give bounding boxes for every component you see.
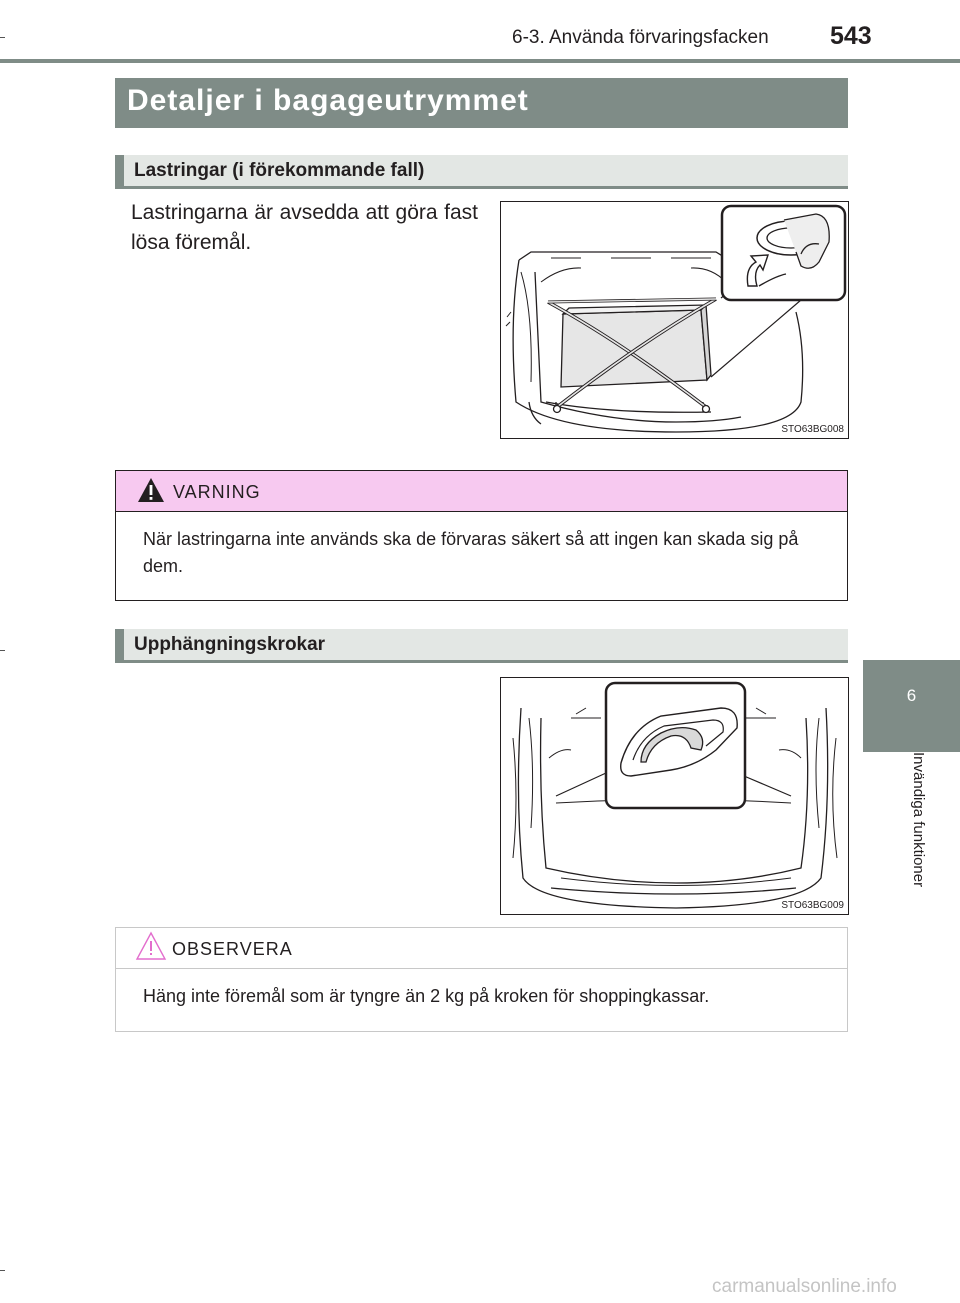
notice-box	[115, 927, 848, 1032]
notice-title: OBSERVERA	[172, 939, 293, 959]
page-number: 543	[830, 22, 872, 50]
crop-mark	[0, 1270, 5, 1271]
warning-header	[116, 471, 847, 512]
chapter-label: Invändiga funktioner	[910, 752, 927, 888]
chapter-number: 6	[906, 686, 917, 705]
page-title: Detaljer i bagageutrymmet	[115, 78, 848, 128]
section-heading-upphangningskrokar: Upphängningskrokar	[115, 629, 848, 663]
warning-box	[115, 470, 848, 601]
figure-lastringar	[500, 201, 849, 439]
figure-code: STO63BG009	[781, 900, 844, 911]
chapter-tab	[863, 660, 960, 752]
crop-mark	[0, 650, 5, 651]
trunk-hook-illustration	[501, 678, 848, 914]
running-header: 6-3. Använda förvaringsfacken	[512, 27, 769, 48]
warning-triangle-icon	[137, 477, 165, 503]
trunk-lashing-illustration	[501, 202, 848, 438]
figure-upphangningskrokar	[500, 677, 849, 915]
warning-title: VARNING	[173, 482, 261, 502]
notice-header	[116, 928, 847, 969]
warning-text: När lastringarna inte används ska de förvaras säkert så att ingen kan skada sig på dem.	[143, 529, 799, 576]
crop-mark	[0, 37, 5, 38]
notice-text: Häng inte föremål som är tyngre än 2 kg på kroken för shoppingkassar.	[143, 986, 710, 1006]
header-rule	[0, 59, 960, 63]
watermark: carmanualsonline.info	[712, 1276, 897, 1297]
figure-code: STO63BG008	[781, 424, 844, 435]
body-text-lastringar: Lastringarna är avsedda att göra fast lösa föremål.	[131, 201, 478, 254]
section-heading-lastringar: Lastringar (i förekommande fall)	[115, 155, 848, 189]
caution-outline-icon	[135, 931, 167, 961]
